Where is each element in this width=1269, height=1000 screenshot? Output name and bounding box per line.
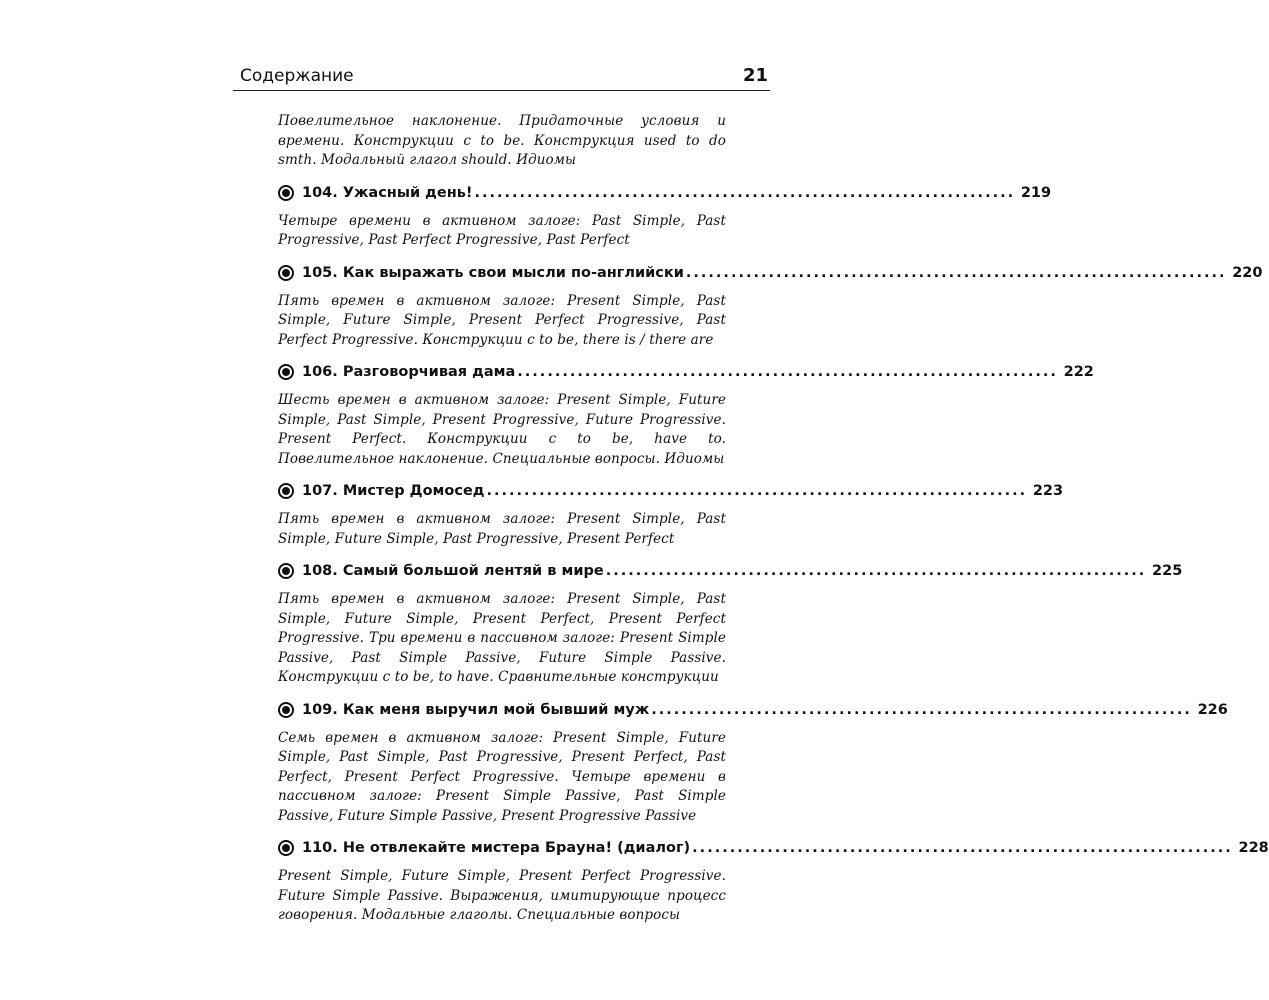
entry-heading[interactable]	[278, 558, 1183, 584]
toc-entry	[278, 835, 1269, 926]
dot-leader: ........................................................................	[474, 184, 1016, 201]
dot-leader: ........................................................................	[692, 840, 1233, 856]
entry-page: 228	[1238, 840, 1269, 856]
entry-page: 226	[1197, 701, 1228, 718]
entry-description: Шесть времен в активном залоге: Present Simple, Future Simple, Past Simple, Present Progressive, Future Progressive. Present Perfect. Конструкции с to be, have to. Повелительное наклонение. Специальные вопросы. Идиомы	[278, 392, 726, 467]
radio-bullet-icon	[278, 563, 294, 579]
toc-entry	[278, 558, 1183, 688]
dot-leader: ........................................................................	[486, 483, 1028, 499]
dot-leader: ........................................................................	[651, 701, 1192, 718]
entry-title[interactable]: 109. Как меня выручил мой бывший муж	[302, 701, 650, 718]
entry-description: Четыре времени в активном залоге: Past Simple, Past Progressive, Past Perfect Progressive, Past Perfect	[278, 212, 726, 248]
entry-description: Пять времен в активном залоге: Present Simple, Past Simple, Future Simple, Present Perfect, Present Perfect Progressive. Три времени в пассивном залоге: Present Simple Passive, Past Simple Passive, Future Simple Passive. Конструкции с to be, to have. Сравнительные конструкции	[278, 591, 726, 685]
entry-title[interactable]: 105. Как выражать свои мысли по-английски	[302, 264, 684, 281]
entry-title[interactable]: 106. Разговорчивая дама	[302, 364, 516, 380]
entry-page: 219	[1020, 184, 1052, 201]
toc-entry	[278, 180, 1052, 251]
toc-list	[278, 112, 1269, 926]
entry-title[interactable]: 108. Самый большой лентяй в мире	[302, 563, 604, 579]
dot-leader: ........................................................................	[517, 364, 1058, 380]
radio-bullet-icon	[278, 702, 294, 718]
radio-bullet-icon	[278, 364, 294, 380]
entry-heading[interactable]	[278, 359, 1094, 385]
entry-heading[interactable]	[278, 478, 1064, 504]
toc-entry	[278, 697, 1228, 827]
entry-page: 220	[1232, 264, 1263, 281]
radio-bullet-icon	[278, 265, 294, 281]
radio-bullet-icon	[278, 840, 294, 856]
entry-page: 222	[1063, 364, 1094, 380]
entry-description: Пять времен в активном залоге: Present Simple, Past Simple, Future Simple, Present Perfect Progressive, Past Perfect Progressive. Конструкции с to be, there is / there are	[278, 292, 726, 348]
entry-page: 223	[1032, 483, 1064, 499]
entry-title[interactable]: 104. Ужасный день!	[302, 184, 473, 201]
dot-leader: ........................................................................	[605, 563, 1147, 579]
page-number: 21	[742, 65, 768, 86]
entry-description: Пять времен в активном залоге: Present Simple, Past Simple, Future Simple, Past Progressive, Present Perfect	[278, 511, 726, 547]
radio-bullet-icon	[278, 483, 294, 499]
toc-entry	[278, 359, 1094, 469]
entry-heading[interactable]	[278, 180, 1052, 206]
section-title: Содержание	[240, 66, 354, 86]
radio-bullet-icon	[278, 185, 294, 201]
entry-page: 225	[1152, 563, 1183, 579]
entry-heading[interactable]	[278, 260, 1263, 286]
toc-entry	[278, 478, 1064, 549]
entry-title[interactable]: 110. Не отвлекайте мистера Брауна! (диалог)	[302, 840, 691, 856]
intro-description: Повелительное наклонение. Придаточные условия и времени. Конструкции с to be. Конструкция used to do smth. Модальный глагол should. Идиомы	[278, 113, 726, 168]
entry-title[interactable]: 107. Мистер Домосед	[302, 483, 485, 499]
entry-heading[interactable]	[278, 835, 1269, 861]
entry-description: Present Simple, Future Simple, Present Perfect Progressive. Future Simple Passive. Выражения, имитирующие процесс говорения. Модальные глаголы. Специальные вопросы	[278, 868, 726, 923]
entry-description: Семь времен в активном залоге: Present Simple, Future Simple, Past Simple, Past Progressive, Present Perfect, Past Perfect, Present Perfect Progressive. Четыре времени в пассивном залоге: Present Simple Passive, Past Simple Passive, Future Simple Passive, Present Progressive Passive	[278, 729, 726, 824]
entry-heading[interactable]	[278, 697, 1228, 723]
dot-leader: ........................................................................	[685, 264, 1227, 281]
page-header	[233, 62, 770, 91]
toc-entry	[278, 260, 1263, 351]
